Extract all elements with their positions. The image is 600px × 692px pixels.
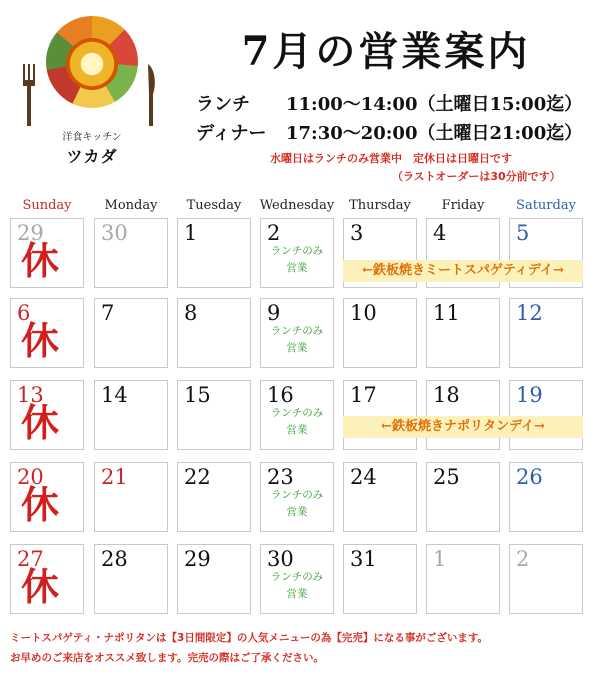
lunch-only-label: ランチのみ: [270, 325, 324, 337]
dinner-time: 17:30〜20:00（土曜日21:00迄）: [286, 123, 583, 144]
calendar-day-cell: [177, 544, 251, 614]
calendar-day-cell: [343, 380, 417, 450]
calendar-day-cell: [94, 462, 168, 532]
lunch-only-label: ランチのみ: [270, 571, 324, 583]
day-number: 2: [516, 547, 530, 571]
closing-note: 水曜日はランチのみ営業中 定休日は日曜日です: [270, 152, 512, 165]
calendar-day-cell: [94, 298, 168, 368]
lunch-only-note: [261, 323, 333, 357]
day-number: 28: [101, 547, 128, 571]
knife-icon: [144, 64, 158, 126]
day-number: 21: [101, 465, 128, 489]
calendar-day-cell: [426, 462, 500, 532]
lunch-only-open-label: 営業: [286, 424, 308, 436]
day-number: 23: [267, 465, 294, 489]
lunch-only-open-label: 営業: [286, 342, 308, 354]
closed-mark: 休: [21, 401, 60, 445]
day-number: 17: [350, 383, 377, 407]
day-number: 13: [17, 383, 44, 407]
calendar-day-cell: [426, 298, 500, 368]
weekday-header-saturday: Saturday: [516, 198, 576, 213]
day-number: 29: [184, 547, 211, 571]
dinner-hours: [196, 119, 582, 145]
day-number: 18: [433, 383, 460, 407]
lunch-hours: [196, 90, 582, 116]
lunch-only-open-label: 営業: [286, 262, 308, 274]
calendar-day-cell: [10, 544, 84, 614]
lunch-only-label: ランチのみ: [270, 407, 324, 419]
fork-icon: [22, 64, 36, 126]
calendar-day-cell: [509, 380, 583, 450]
day-number: 2: [267, 221, 281, 245]
day-number: 4: [433, 221, 447, 245]
calendar-day-cell: [10, 462, 84, 532]
day-number: 1: [184, 221, 198, 245]
calendar-day-cell: [426, 544, 500, 614]
footer-note-1: ミートスパゲティ・ナポリタンは【3日間限定】の人気メニューの為【完売】になる事がございます。: [10, 632, 489, 644]
lunch-only-note: [261, 487, 333, 521]
day-number: 26: [516, 465, 543, 489]
closed-mark: 休: [21, 565, 60, 609]
day-number: 16: [267, 383, 294, 407]
calendar-day-cell: [426, 380, 500, 450]
day-number: 31: [350, 547, 377, 571]
day-number: 19: [516, 383, 543, 407]
logo-subtitle: 洋食キッチン: [62, 132, 122, 143]
closed-mark: 休: [21, 319, 60, 363]
weekday-header-monday: Monday: [104, 198, 158, 213]
lunch-time: 11:00〜14:00（土曜日15:00迄）: [286, 94, 583, 115]
day-number: 12: [516, 301, 543, 325]
day-number: 7: [101, 301, 115, 325]
calendar-day-cell: [260, 380, 334, 450]
calendar-day-cell: [94, 544, 168, 614]
dinner-label: ディナー: [196, 123, 267, 144]
restaurant-logo: [22, 16, 162, 166]
day-number: 29: [17, 221, 44, 245]
logo-name: ツカダ: [66, 147, 118, 166]
lunch-only-note: [261, 243, 333, 277]
last-order-note: （ラストオーダーは30分前です）: [392, 170, 561, 183]
calendar-day-cell: [509, 544, 583, 614]
day-number: 27: [17, 547, 44, 571]
lunch-only-note: [261, 569, 333, 603]
day-number: 8: [184, 301, 198, 325]
closed-mark: 休: [21, 483, 60, 527]
day-number: 3: [350, 221, 364, 245]
footer-note-2: お早めのご来店をオススメ致します。完売の際はご了承ください。: [10, 652, 325, 664]
weekday-header-tuesday: Tuesday: [186, 198, 242, 213]
calendar-day-cell: [343, 544, 417, 614]
lunch-only-open-label: 営業: [286, 506, 308, 518]
lunch-only-label: ランチのみ: [270, 245, 324, 257]
weekday-header-sunday: Sunday: [22, 198, 72, 213]
page-title: 7月の営業案内: [241, 28, 531, 75]
calendar-day-cell: [10, 380, 84, 450]
day-number: 9: [267, 301, 281, 325]
calendar-day-cell: [177, 380, 251, 450]
weekday-header-friday: Friday: [441, 198, 485, 213]
day-number: 25: [433, 465, 460, 489]
napolitan-day-banner: ←鉄板焼きナポリタンデイ→: [343, 416, 583, 438]
day-number: 6: [17, 301, 31, 325]
day-number: 15: [184, 383, 211, 407]
calendar-day-cell: [260, 218, 334, 288]
lunch-only-note: [261, 405, 333, 439]
day-number: 24: [350, 465, 377, 489]
calendar-day-cell: [177, 462, 251, 532]
day-number: 30: [101, 221, 128, 245]
weekday-header-wednesday: Wednesday: [259, 198, 335, 213]
calendar-day-cell: [260, 298, 334, 368]
calendar-day-cell: [509, 298, 583, 368]
calendar-day-cell: [177, 218, 251, 288]
logo-egg-icon: [66, 38, 118, 90]
calendar-day-cell: [10, 218, 84, 288]
day-number: 11: [433, 301, 460, 325]
day-number: 1: [433, 547, 447, 571]
weekday-header-thursday: Thursday: [349, 198, 411, 213]
day-number: 20: [17, 465, 44, 489]
calendar-day-cell: [260, 462, 334, 532]
lunch-label: ランチ: [196, 94, 250, 115]
calendar-day-cell: [260, 544, 334, 614]
day-number: 22: [184, 465, 211, 489]
lunch-only-open-label: 営業: [286, 588, 308, 600]
calendar-day-cell: [343, 462, 417, 532]
day-number: 5: [516, 221, 530, 245]
day-number: 14: [101, 383, 128, 407]
day-number: 30: [267, 547, 294, 571]
calendar-day-cell: [343, 298, 417, 368]
calendar-day-cell: [94, 380, 168, 450]
lunch-only-label: ランチのみ: [270, 489, 324, 501]
calendar-day-cell: [509, 462, 583, 532]
calendar-day-cell: [10, 298, 84, 368]
calendar-day-cell: [177, 298, 251, 368]
calendar-day-cell: [94, 218, 168, 288]
closed-mark: 休: [21, 239, 60, 283]
day-number: 10: [350, 301, 377, 325]
meat-spaghetti-day-banner: ←鉄板焼きミートスパゲティデイ→: [343, 260, 583, 282]
